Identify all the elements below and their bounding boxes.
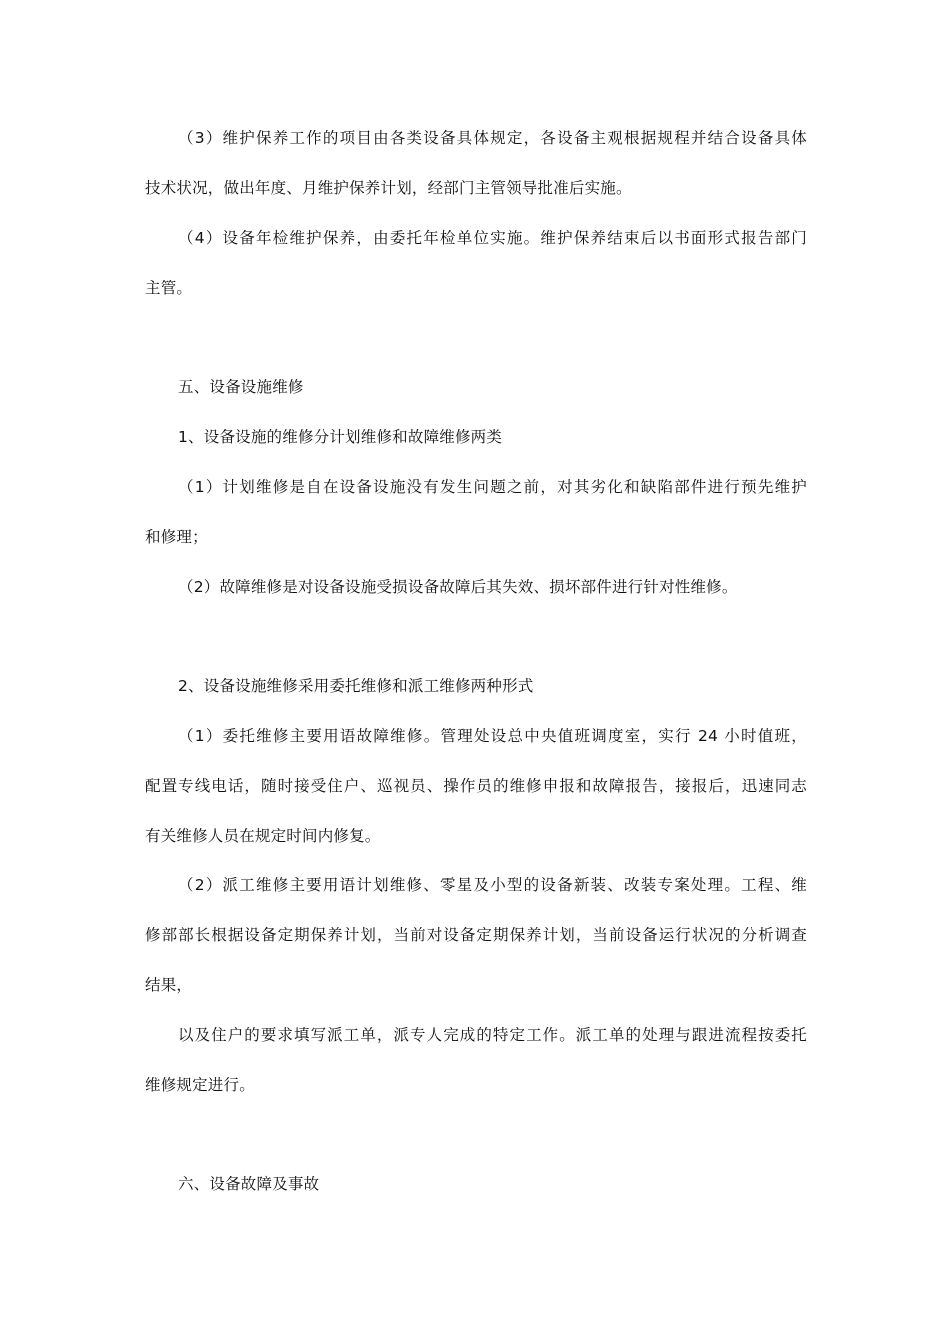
section-5-heading: 五、设备设施维修: [178, 378, 304, 396]
subsection-2-item-2-line-1: （2）派工维修主要用语计划维修、零星及小型的设备新装、改装专案处理。工程、维: [178, 876, 807, 894]
subsection-2-item-1-line-3: 有关维修人员在规定时间内修复。: [145, 827, 381, 845]
subsection-2-item-2-line-3: 结果，: [145, 976, 193, 994]
subsection-2-item-2-cont-line-1: 以及住户的要求填写派工单，派专人完成的特定工作。派工单的处理与跟进流程按委托: [178, 1026, 807, 1044]
subsection-1-item-1-line-2: 和修理；: [145, 528, 208, 546]
subsection-1-item-2: （2）故障维修是对设备设施受损设备故障后其失效、损坏部件进行针对性维修。: [178, 578, 738, 596]
subsection-2-item-1-line-1: （1）委托维修主要用语故障维修。管理处设总中央值班调度室，实行 24 小时值班，: [178, 727, 807, 745]
subsection-1-heading: 1、设备设施的维修分计划维修和故障维修两类: [178, 428, 503, 446]
subsection-2-heading: 2、设备设施维修采用委托维修和派工维修两种形式: [178, 677, 534, 695]
section-6-heading: 六、设备故障及事故: [178, 1175, 320, 1193]
subsection-1-item-1-line-1: （1）计划维修是自在设备设施没有发生问题之前，对其劣化和缺陷部件进行预先维护: [178, 478, 807, 496]
paragraph-4-line-1: （4）设备年检维护保养，由委托年检单位实施。维护保养结束后以书面形式报告部门: [178, 229, 807, 247]
subsection-2-item-2-cont-line-2: 维修规定进行。: [145, 1076, 255, 1094]
subsection-2-item-1-line-2: 配置专线电话，随时接受住户、巡视员、操作员的维修申报和故障报告，接报后，迅速同志: [145, 777, 807, 795]
subsection-2-item-2-line-2: 修部部长根据设备定期保养计划，当前对设备定期保养计划，当前设备运行状况的分析调查: [145, 926, 807, 944]
paragraph-4-line-2: 主管。: [145, 279, 193, 297]
paragraph-3-line-1: （3）维护保养工作的项目由各类设备具体规定，各设备主观根据规程并结合设备具体: [178, 129, 807, 147]
paragraph-3-line-2: 技术状况，做出年度、月维护保养计划，经部门主管领导批准后实施。: [145, 179, 632, 197]
